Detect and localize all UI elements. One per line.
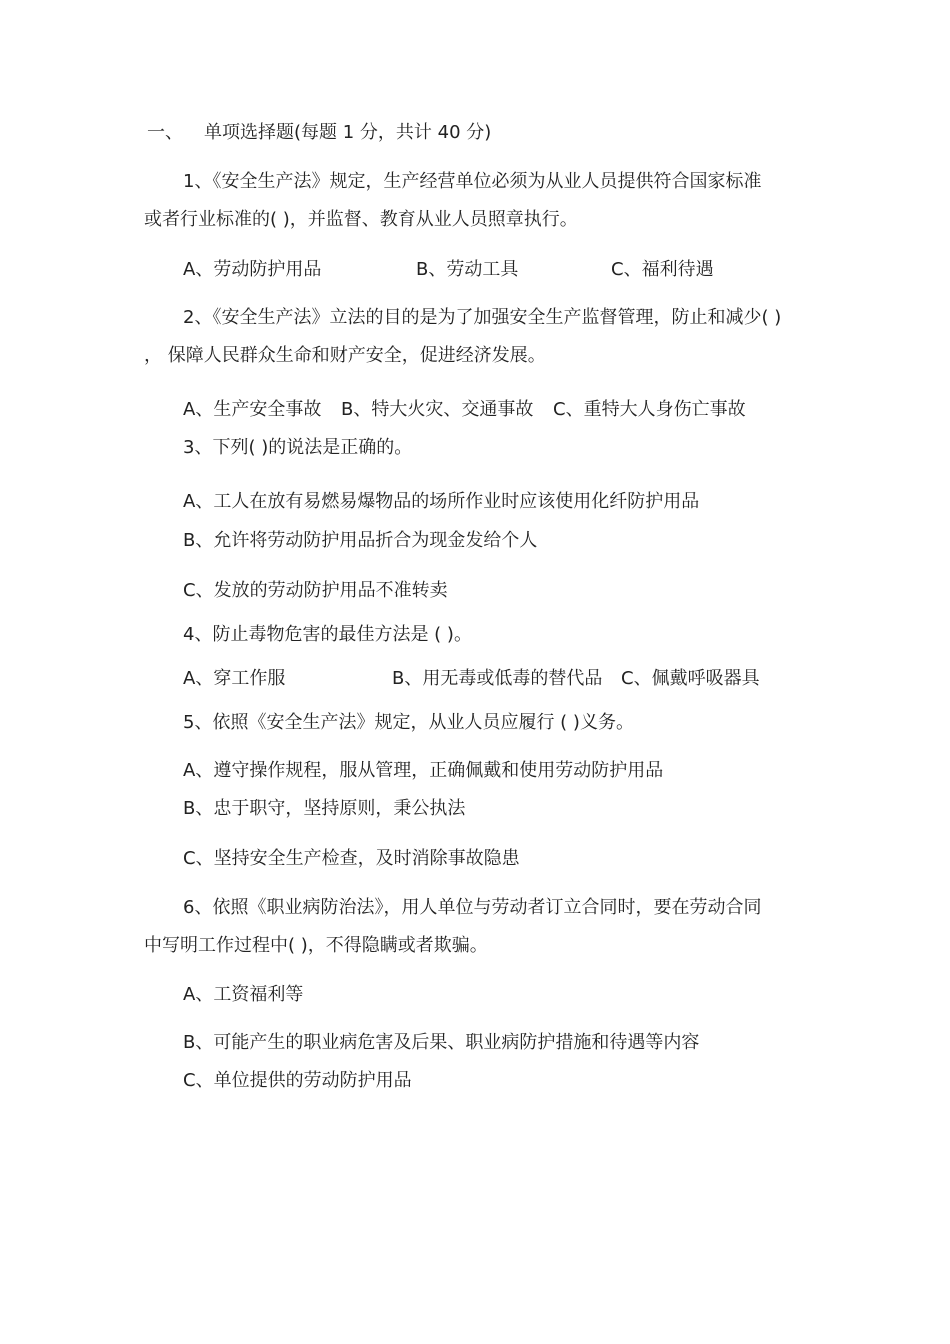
question-4-option-c: C、佩戴呼吸器具 [621,668,760,689]
question-3-option-c: C、发放的劳动防护用品不准转卖 [183,580,448,601]
question-4-option-a: A、穿工作服 [183,668,286,689]
question-5-text: 5、依照《安全生产法》规定，从业人员应履行 ( )义务。 [183,712,634,733]
question-1-option-a: A、劳动防护用品 [183,259,322,280]
question-1-option-c: C、福利待遇 [611,259,714,280]
question-5-option-b: B、忠于职守，坚持原则，秉公执法 [183,798,466,819]
question-6-option-b: B、可能产生的职业病危害及后果、职业病防护措施和待遇等内容 [183,1032,700,1053]
question-3-text: 3、下列( )的说法是正确的。 [183,437,413,458]
question-6-text: 6、依照《职业病防治法》，用人单位与劳动者订立合同时，要在劳动合同 [183,897,762,918]
question-6-option-c: C、单位提供的劳动防护用品 [183,1070,412,1091]
question-6-option-a: A、工资福利等 [183,984,304,1005]
question-2-option-a: A、生产安全事故 [183,399,322,420]
question-1-option-b: B、劳动工具 [416,259,519,280]
question-2-option-c: C、重特大人身伤亡事故 [553,399,746,420]
question-1-text: 1、《安全生产法》规定，生产经营单位必须为从业人员提供符合国家标准 [183,171,762,192]
question-6-text-cont: 中写明工作过程中( )，不得隐瞒或者欺骗。 [144,935,488,956]
question-1-text-cont: 或者行业标准的( )，并监督、教育从业人员照章执行。 [144,209,578,230]
question-4-option-b: B、用无毒或低毒的替代品 [392,668,603,689]
question-2-text-cont: ， 保障人民群众生命和财产安全，促进经济发展。 [144,345,546,366]
question-2-option-b: B、特大火灾、交通事故 [341,399,534,420]
question-3-option-b: B、允许将劳动防护用品折合为现金发给个人 [183,530,538,551]
question-3-option-a: A、工人在放有易燃易爆物品的场所作业时应该使用化纤防护用品 [183,491,700,512]
question-5-option-c: C、坚持安全生产检查，及时消除事故隐患 [183,848,520,869]
section-title: 单项选择题(每题 1 分，共计 40 分) [204,122,492,143]
question-5-option-a: A、遵守操作规程，服从管理，正确佩戴和使用劳动防护用品 [183,760,664,781]
section-number: 一、 [147,122,183,143]
question-2-text: 2、《安全生产法》立法的目的是为了加强安全生产监督管理，防止和减少( ) [183,307,782,328]
question-4-text: 4、防止毒物危害的最佳方法是 ( )。 [183,624,472,645]
